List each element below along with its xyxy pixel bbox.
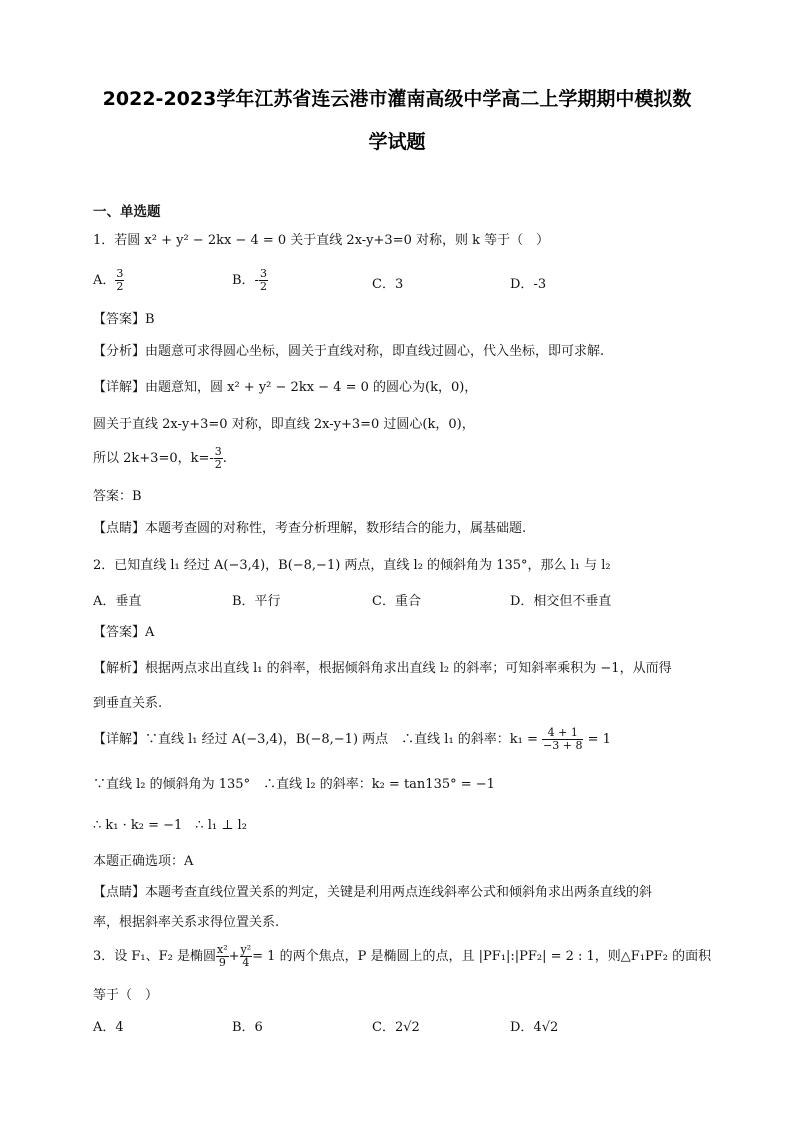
q2-answer: 【答案】A [93,625,155,640]
q2-comment-1: 【点睛】本题考查直线位置关系的判定，关键是利用两点连线斜率公式和倾斜角求出两条直线的斜 [93,885,653,900]
q1-stem: 1．若圆 x² + y² − 2kx − 4 = 0 关于直线 2x-y+3=0 对称，则 k 等于（ ） [93,233,550,248]
q1-comment: 【点睛】本题考查圆的对称性，考查分析理解，数形结合的能力，属基础题. [93,521,527,536]
q1-option-d: D．-3 [510,277,547,292]
q2-option-d: D．相交但不垂直 [510,594,612,609]
q1-analysis: 【分析】由题意可求得圆心坐标，圆关于直线对称，即直线过圆心，代入坐标，即可求解. [93,344,605,359]
q2-detail-1: 【详解】∵直线 l₁ 经过 A(−3,4)，B(−8,−1) 两点 ∴直线 l₁ 的斜率：k₁ = $\frac{4 + 1}{-3 + 8}$ = 1 [93,726,611,752]
q3-option-b: B．6 [232,1020,263,1035]
q2-comment-2: 率，根据斜率关系求得位置关系. [93,915,280,930]
q2-option-b: B．平行 [232,594,281,609]
q1-detail-2: 圆关于直线 2x-y+3=0 对称，即直线 2x-y+3=0 过圆心(k，0)， [93,417,475,432]
q2-analysis-1: 【解析】根据两点求出直线 l₁ 的斜率，根据倾斜角求出直线 l₂ 的斜率；可知斜率乘积为 −1，从而得 [93,661,672,676]
page-title-line-1: 2022-2023学年江苏省连云港市灌南高级中学高二上学期期中模拟数 [102,88,692,110]
q1-option-c: C．3 [372,277,404,292]
page-title-line-2: 学试题 [368,131,426,153]
q3-option-d: D．4√2 [510,1020,559,1035]
q1-answer: 【答案】B [93,312,155,327]
q2-option-c: C．重合 [372,594,421,609]
q1-detail-3: 所以 2k+3=0，k=- $\frac{3}{2}$ . [93,445,227,471]
q1-option-a: A． $\frac{3}{2}$ [93,267,124,293]
q3-stem: 3．设 F₁、F₂ 是椭圆 $\frac{\text{x²}}{9}$ + $\frac{\text{y²}}{4}$ = 1 的两个焦点，P 是椭圆上的点，且 |PF₁|:|PF₂| = 2 : 1，则△F₁PF₂ 的面积 [93,943,712,969]
q2-final-answer: 本题正确选项：A [93,854,194,869]
q1-detail-1: 【详解】由题意知，圆 x² + y² − 2kx − 4 = 0 的圆心为(k，0)， [93,380,478,395]
q3-stem-2: 等于（ ） [93,988,159,1003]
q1-option-b: B．- $\frac{3}{2}$ [232,267,267,293]
q2-analysis-2: 到垂直关系. [93,696,163,711]
q2-detail-2: ∵直线 l₂ 的倾斜角为 135° ∴直线 l₂ 的斜率：k₂ = tan135° = −1 [93,777,495,792]
section-heading: 一、单选题 [93,204,161,220]
q3-option-a: A．4 [93,1020,124,1035]
q2-detail-3: ∴ k₁ · k₂ = −1 ∴ l₁ ⊥ l₂ [93,818,247,833]
q1-final-answer: 答案：B [93,489,142,504]
q2-option-a: A．垂直 [93,594,142,609]
q2-stem: 2．已知直线 l₁ 经过 A(−3,4)，B(−8,−1) 两点，直线 l₂ 的倾斜角为 135°，那么 l₁ 与 l₂ [93,558,611,573]
q3-option-c: C．2√2 [372,1020,420,1035]
